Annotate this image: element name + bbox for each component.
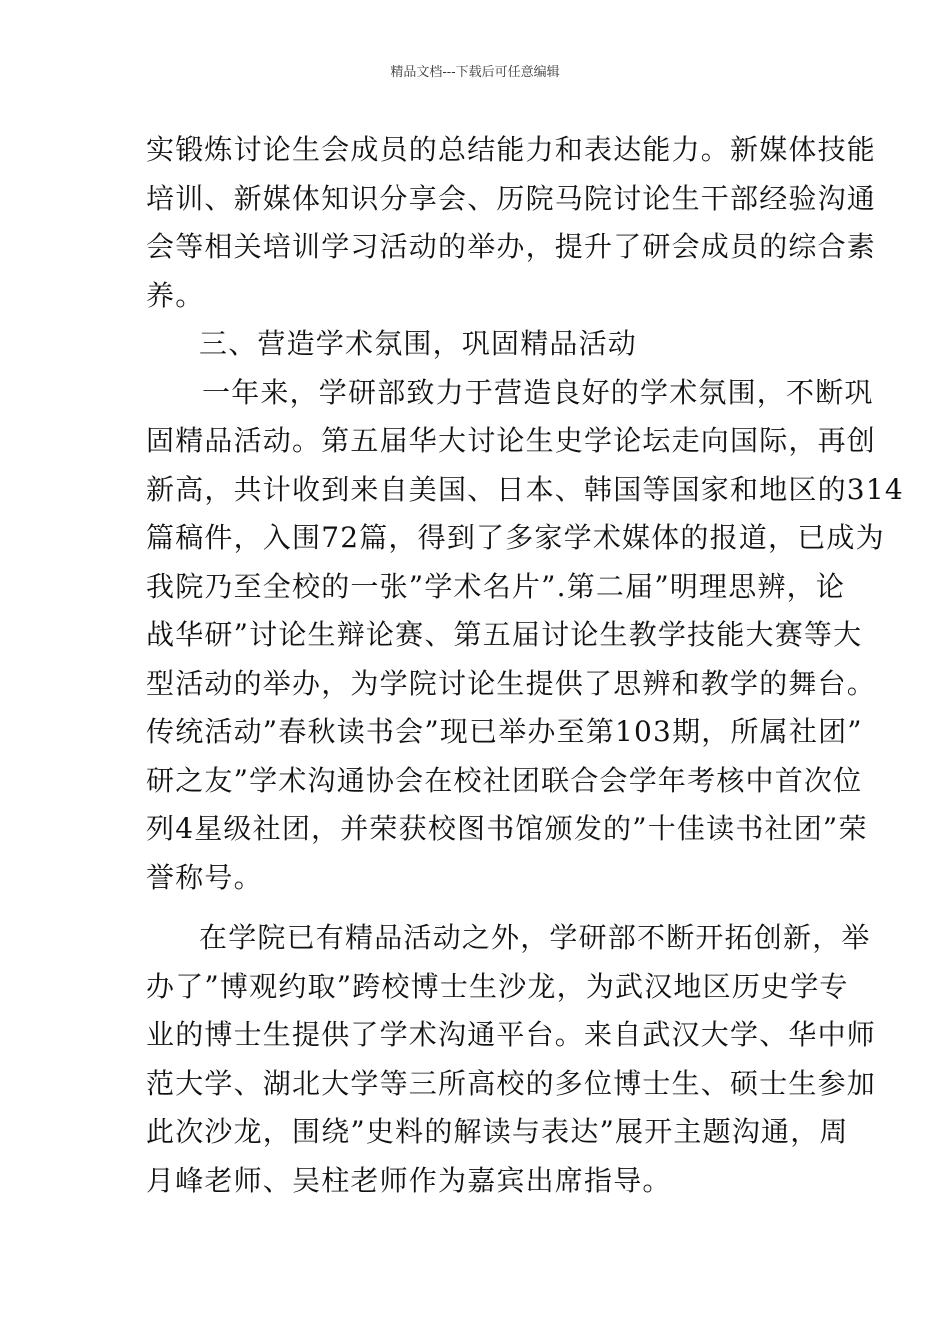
paragraph	[146, 914, 877, 1205]
text-line: 会等相关培训学习活动的举办，提升了研会成员的综合素	[146, 230, 877, 263]
page-header: 精品文档---下载后可任意编辑	[390, 65, 560, 80]
text-line: 固精品活动。第五届华大讨论生史学论坛走向国际，再创	[146, 424, 877, 457]
text-line: 型活动的举办，为学院讨论生提供了思辨和教学的舞台。	[146, 666, 877, 700]
text-line: 传统活动”春秋读书会”现已举办至第103期，所属社团”	[146, 715, 863, 748]
paragraph	[146, 369, 904, 903]
text-line: 新高，共计收到来自美国、日本、韩国等国家和地区的314	[146, 472, 904, 506]
text-line: 我院乃至全校的一张”学术名片”.第二届”明理思辨，论	[146, 569, 846, 603]
text-line: 培训、新媒体知识分享会、历院马院讨论生干部经验沟通	[146, 181, 877, 215]
text-line: 实锻炼讨论生会成员的总结能力和表达能力。新媒体技能	[146, 133, 877, 166]
text-line: 战华研”讨论生辩论赛、第五届讨论生教学技能大赛等大	[146, 618, 863, 651]
text-line: 篇稿件，入围72篇，得到了多家学术媒体的报道，已成为	[146, 521, 885, 554]
document-body	[146, 126, 904, 1205]
text-line: 三、营造学术氛围，巩固精品活动	[199, 327, 638, 360]
text-line: 誉称号。	[146, 860, 263, 894]
text-line: 范大学、湖北大学等三所高校的多位博士生、硕士生参加	[146, 1066, 877, 1100]
text-line: 列4星级社团，并荣获校图书馆颁发的”十佳读书社团”荣	[146, 812, 868, 845]
text-line: 月峰老师、吴柱老师作为嘉宾出席指导。	[146, 1163, 672, 1197]
text-line: 此次沙龙，围绕”史料的解读与表达”展开主题沟通，周	[146, 1115, 849, 1148]
text-line: 在学院已有精品活动之外，学研部不断开拓创新，举	[199, 921, 871, 954]
text-line: 养。	[146, 278, 205, 312]
text-line: 办了”博观约取”跨校博士生沙龙，为武汉地区历史学专	[146, 969, 849, 1003]
text-line: 一年来，学研部致力于营造良好的学术氛围，不断巩	[202, 375, 874, 409]
paragraph	[146, 126, 877, 320]
text-line: 业的博士生提供了学术沟通平台。来自武汉大学、华中师	[146, 1018, 877, 1051]
paragraph-gap	[146, 902, 808, 914]
text-line: 研之友”学术沟通协会在校社团联合会学年考核中首次位	[146, 763, 863, 797]
section-heading	[146, 320, 808, 369]
